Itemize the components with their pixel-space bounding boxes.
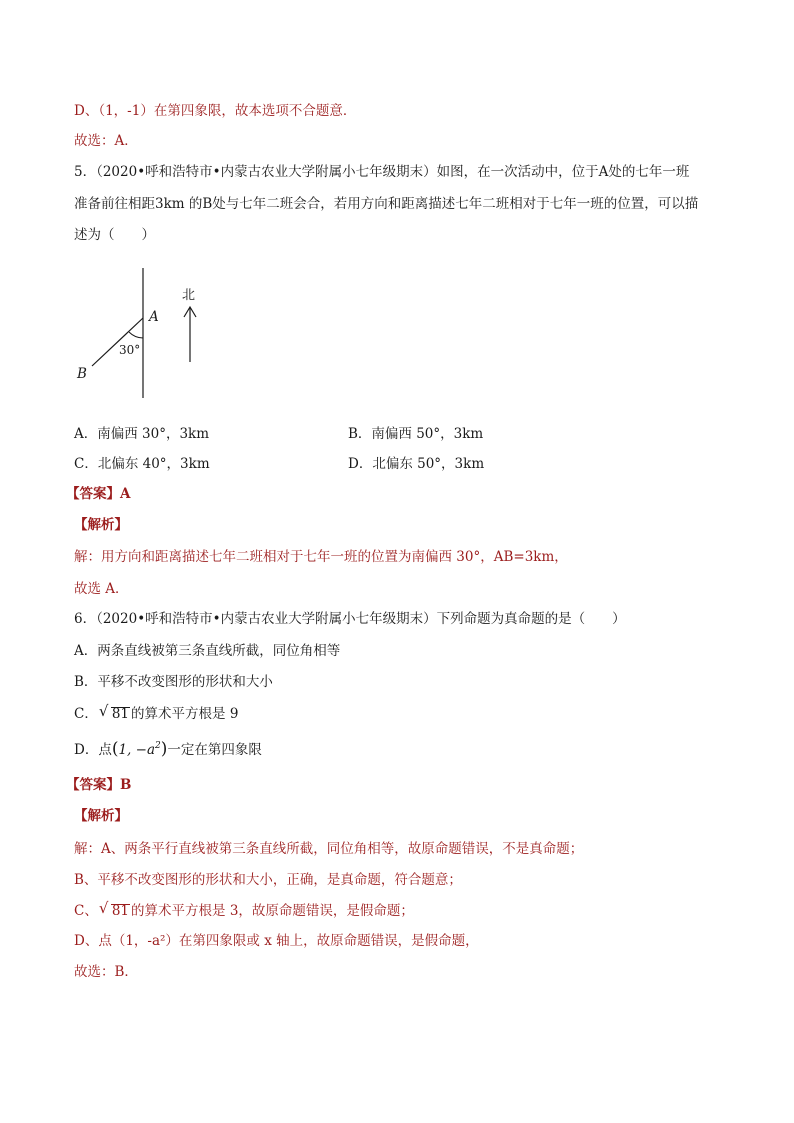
q5-analysis-line2: 故选 A． xyxy=(74,581,129,597)
prev-choose-line: 故选：A． xyxy=(74,133,138,149)
q6-option-d-exponent: 2 xyxy=(155,741,161,751)
q6-stem: 6．（2020•呼和浩特市•内蒙古农业大学附属小七年级期末）下列命题为真命题的是（ ） xyxy=(74,611,626,627)
q5-option-a: A．南偏西 30°，3km xyxy=(74,426,210,442)
prev-option-d-explanation: D、（1，-1）在第四象限，故本选项不合题意． xyxy=(74,103,357,119)
q6-option-c-suffix: 的算术平方根是 9 xyxy=(131,706,239,722)
q6-option-d: D．点(1, $-a^2$)一定在第四象限 xyxy=(74,739,262,759)
q6-option-c-prefix: C． xyxy=(74,706,98,722)
q5-stem-line1: 5．（2020•呼和浩特市•内蒙古农业大学附属小七年级期末）如图，在一次活动中，位于A处的七年一班 xyxy=(74,164,690,180)
q6-solution-c xyxy=(74,899,414,919)
q6-option-c xyxy=(74,702,239,722)
q5-option-d: D．北偏东 50°，3km xyxy=(348,456,485,472)
q6-answer: 【答案】B xyxy=(66,777,132,793)
q5-analysis-title: 【解析】 xyxy=(74,517,128,533)
sqrt-radicand: 81 xyxy=(111,706,130,722)
q6-option-a: A．两条直线被第三条直线所截，同位角相等 xyxy=(74,643,341,659)
q5-stem-line2: 准备前往相距3km 的B处与七年二班会合，若用方向和距离描述七年二班相对于七年一班的位置，可以描 xyxy=(74,196,699,212)
angle-arc xyxy=(129,332,143,338)
q6-choose-line: 故选：B． xyxy=(74,964,138,980)
point-b-label: B xyxy=(77,366,87,382)
q6-option-d-suffix: 一定在第四象限 xyxy=(167,742,262,758)
q6-option-b: B．平移不改变图形的形状和大小 xyxy=(74,674,273,690)
q6-solution-a: 解：A、两条平行直线被第三条直线所截，同位角相等，故原命题错误，不是真命题； xyxy=(74,841,584,857)
point-a-label: A xyxy=(149,309,159,325)
q6-option-d-point: 1, −a xyxy=(118,742,156,758)
q5-stem-line3: 述为（ ） xyxy=(74,227,155,243)
solution-sqrt-81: √ 81 xyxy=(98,899,130,919)
solution-sqrt-radicand: 81 xyxy=(111,903,130,919)
angle-label: 30° xyxy=(119,343,141,357)
q6-option-d-prefix: D．点 xyxy=(74,742,112,758)
segment-ab xyxy=(92,318,143,366)
q6-analysis-title: 【解析】 xyxy=(74,808,128,824)
north-label: 北 xyxy=(182,288,196,303)
q6-solution-d: D、点（1，-a²）在第四象限或 x 轴上，故原命题错误，是假命题， xyxy=(74,933,479,949)
q6-solution-c-suffix: 的算术平方根是 3，故原命题错误，是假命题； xyxy=(131,903,414,919)
q6-solution-b: B、平移不改变图形的形状和大小，正确，是真命题，符合题意； xyxy=(74,872,462,888)
sqrt-81: √ 81 xyxy=(98,702,130,722)
direction-figure xyxy=(70,262,220,402)
q5-option-c: C．北偏东 40°，3km xyxy=(74,456,210,472)
q6-solution-c-prefix: C、 xyxy=(74,903,98,919)
q5-answer: 【答案】A xyxy=(66,486,131,502)
q5-analysis-line1: 解：用方向和距离描述七年二班相对于七年一班的位置为南偏西 30°，AB=3km， xyxy=(74,549,568,565)
q5-option-b: B．南偏西 50°，3km xyxy=(348,426,484,442)
